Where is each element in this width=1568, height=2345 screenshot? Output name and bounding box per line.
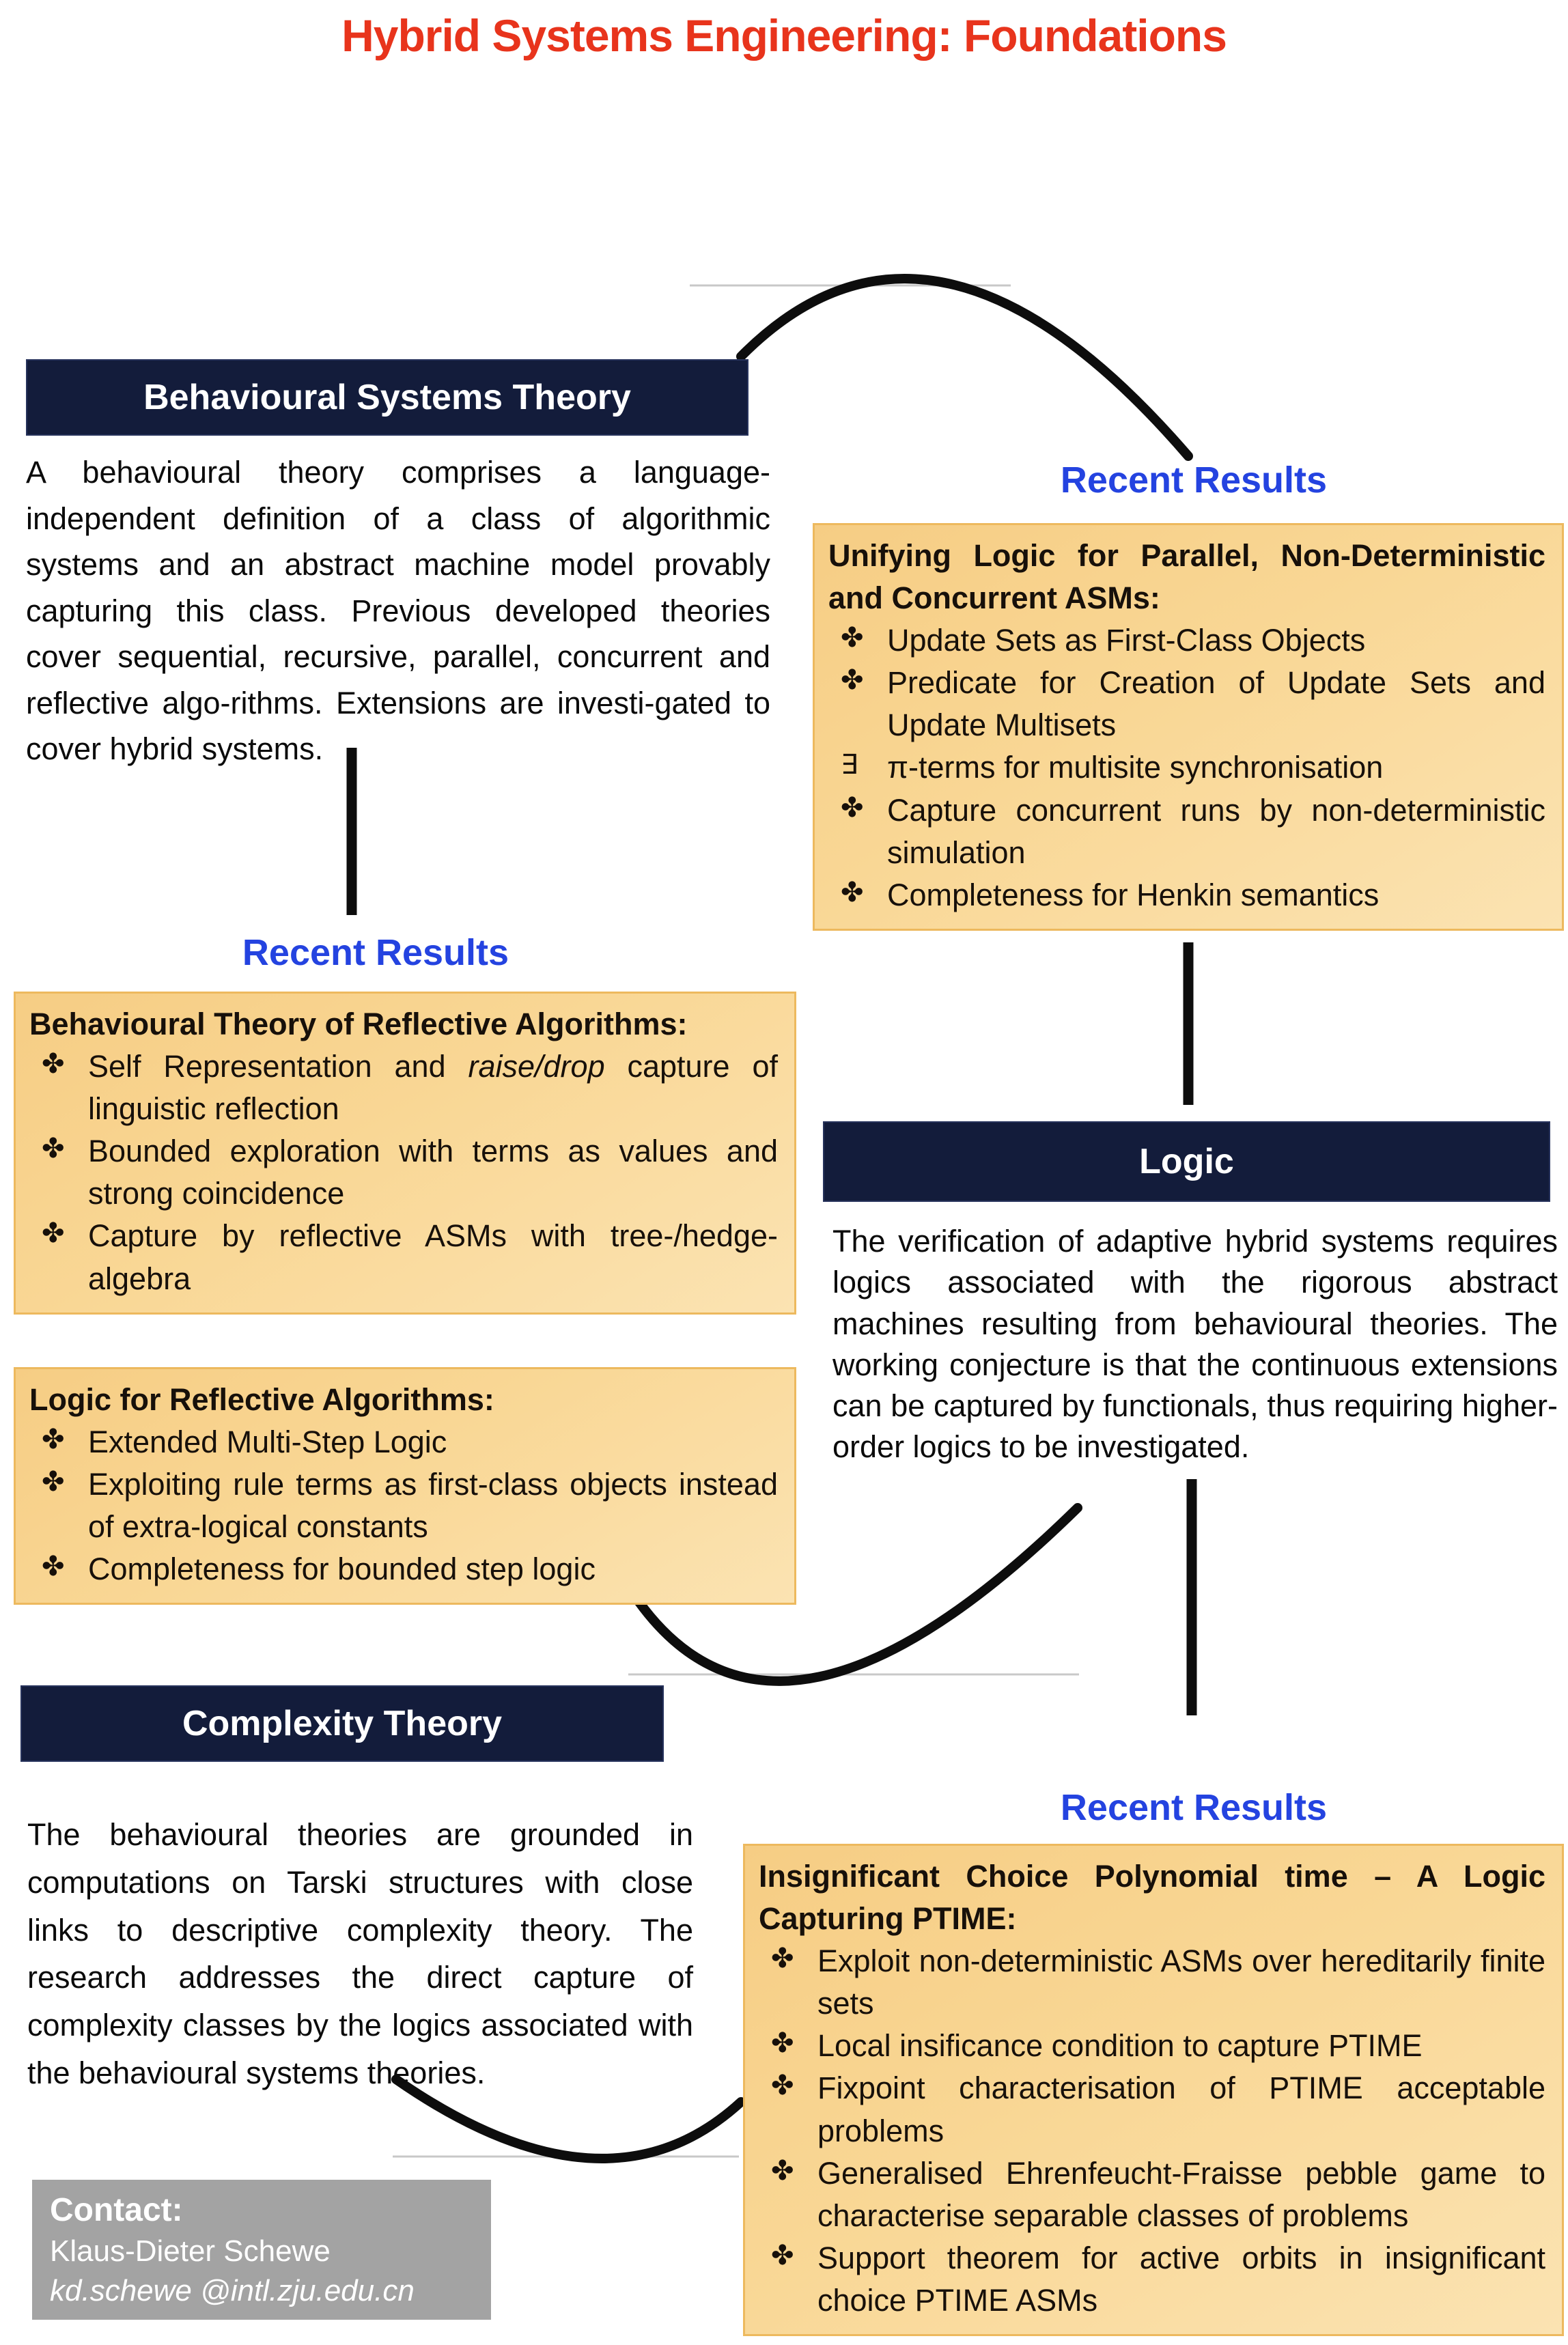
- results-list: [29, 1421, 778, 1590]
- section-header-complexity-theory: [20, 1685, 664, 1762]
- clover-bullet-icon: ✤: [42, 1134, 65, 1164]
- results-box-title: Unifying Logic for Parallel, Non-Deterministic and Concurrent ASMs:: [828, 538, 1545, 616]
- paragraph-logic: The verification of adaptive hybrid systems requires logics associated with the rigorous abstract machines resulting from behavioural theories. The working conjecture is that the continuous extensions can be captured by functionals, thus requiring higher-order logics to be investigated.: [832, 1224, 1558, 1465]
- clover-bullet-icon: ✤: [841, 877, 864, 908]
- list-item-text: π-terms for multisite synchronisation: [887, 750, 1384, 785]
- list-item-text: Capture by reflective ASMs with tree-/hedge-algebra: [88, 1218, 778, 1296]
- list-item: [828, 789, 1545, 874]
- clover-bullet-icon: ✤: [841, 665, 864, 696]
- list-item-text: Completeness for Henkin semantics: [887, 877, 1380, 912]
- results-box-insignificant-choice-ptime: [743, 1844, 1564, 2336]
- list-item: [759, 1940, 1545, 2025]
- list-item: [828, 874, 1545, 916]
- results-list: [29, 1045, 778, 1300]
- list-item: [29, 1045, 778, 1130]
- paragraph-complexity-theory: The behavioural theories are grounded in computations on Tarski structures with close links to descriptive complexity theory. The research addresses the direct capture of complexity classes by the logics associated with the behavioural systems theories.: [27, 1817, 693, 2090]
- list-item: [29, 1215, 778, 1300]
- clover-bullet-icon: ✤: [42, 1049, 65, 1080]
- list-item-text: Extended Multi-Step Logic: [88, 1424, 447, 1460]
- list-item: [29, 1548, 778, 1590]
- list-item: [29, 1421, 778, 1463]
- clover-bullet-icon: ✤: [771, 2028, 794, 2059]
- results-box-title: Logic for Reflective Algorithms:: [29, 1382, 494, 1417]
- contact-email: kd.schewe @intl.zju.edu.cn: [50, 2273, 415, 2307]
- results-box-reflective-theory: [14, 992, 796, 1315]
- section-header-logic: [823, 1121, 1550, 1202]
- list-item-text: Predicate for Creation of Update Sets and Update Multisets: [887, 665, 1545, 743]
- clover-bullet-icon: ✤: [771, 2155, 794, 2186]
- recent-results-heading-bottom-right: Recent Results: [1060, 1787, 1328, 1828]
- list-item-text: Local insificance condition to capture PTIME: [817, 2028, 1423, 2064]
- results-box-title: Insignificant Choice Polynomial time – A Logic Capturing PTIME:: [759, 1859, 1545, 1937]
- paragraph-behavioural-systems-theory: A behavioural theory comprises a language-independent definition of a class of algorithmic systems and an abstract machine model provably capturing this class. Previous developed theories cover sequential, recursive, parallel, concurrent and reflective algo-rithms. Extensions are investi-gated to cover hybrid systems.: [26, 455, 770, 766]
- list-item: [828, 662, 1545, 746]
- section-header-label: Logic: [1139, 1142, 1234, 1181]
- clover-bullet-icon: ✤: [771, 1943, 794, 1974]
- clover-bullet-icon: ✤: [771, 2240, 794, 2271]
- recent-results-heading-top-right: Recent Results: [1060, 460, 1328, 501]
- clover-bullet-icon: ✤: [42, 1551, 65, 1582]
- results-box-title: Behavioural Theory of Reflective Algorithms:: [29, 1007, 688, 1041]
- clover-bullet-icon: ✤: [841, 623, 864, 654]
- clover-bullet-icon: ✤: [42, 1218, 65, 1249]
- recent-results-heading-left: Recent Results: [242, 932, 509, 973]
- list-item-text: Support theorem for active orbits in insignificant choice PTIME ASMs: [817, 2240, 1545, 2318]
- list-item-text: Exploiting rule terms as first-class objects instead of extra-logical constants: [88, 1467, 778, 1545]
- contact-label: Contact:: [50, 2192, 183, 2228]
- list-item: [29, 1130, 778, 1215]
- contact-name: Klaus-Dieter Schewe: [50, 2234, 331, 2269]
- italic-text-run: raise/drop: [468, 1049, 605, 1084]
- list-item-text: [88, 1045, 778, 1130]
- text-run: capture of linguistic reflection: [88, 1049, 778, 1127]
- contact-box: [32, 2180, 491, 2320]
- results-list: [828, 619, 1545, 916]
- list-item: [759, 2067, 1545, 2152]
- clover-bullet-icon: ✤: [771, 2070, 794, 2101]
- list-item-text: Exploit non-deterministic ASMs over hereditarily finite sets: [817, 1943, 1545, 2021]
- list-item: [29, 1463, 778, 1548]
- clover-bullet-icon: ✤: [42, 1467, 65, 1498]
- list-item: [759, 2152, 1545, 2237]
- clover-bullet-icon: ✤: [42, 1424, 65, 1455]
- list-item-text: Generalised Ehrenfeucht-Fraisse pebble game to characterise separable classes of problems: [817, 2155, 1545, 2233]
- list-item: [759, 2237, 1545, 2322]
- exists-bullet-icon: ∃: [841, 750, 858, 781]
- text-run: Self Representation and: [88, 1049, 468, 1084]
- list-item-text: Fixpoint characterisation of PTIME acceptable problems: [817, 2070, 1545, 2148]
- clover-bullet-icon: ✤: [841, 792, 864, 823]
- results-box-reflective-logic: [14, 1367, 796, 1605]
- list-item: [759, 2025, 1545, 2067]
- section-header-behavioural-systems-theory: [26, 359, 748, 436]
- results-box-unifying-logic: [813, 523, 1564, 931]
- list-item: [828, 746, 1545, 789]
- list-item-text: Capture concurrent runs by non-deterministic simulation: [887, 792, 1545, 870]
- section-header-label: Behavioural Systems Theory: [143, 378, 631, 417]
- results-list: [759, 1940, 1545, 2322]
- list-item: [828, 619, 1545, 662]
- connector-arc-top: [741, 279, 1188, 456]
- list-item-text: Bounded exploration with terms as values and strong coincidence: [88, 1134, 778, 1211]
- section-header-label: Complexity Theory: [182, 1704, 503, 1743]
- page-title: Hybrid Systems Engineering: Foundations: [341, 10, 1227, 61]
- list-item-text: Update Sets as First-Class Objects: [887, 623, 1366, 658]
- list-item-text: Completeness for bounded step logic: [88, 1551, 596, 1587]
